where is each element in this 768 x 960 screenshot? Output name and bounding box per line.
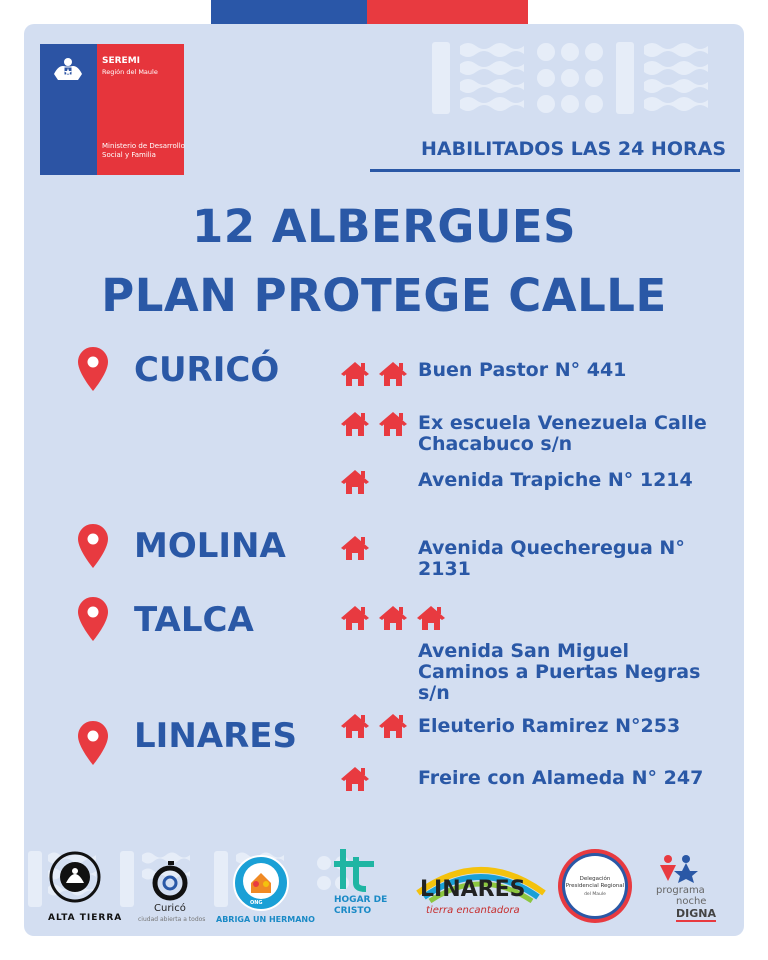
- house-icon: [340, 410, 370, 438]
- house-icon: [416, 604, 446, 632]
- house-icon: [340, 468, 370, 496]
- address-linares-2: Freire con Alameda N° 247: [418, 767, 704, 789]
- flag-red: [367, 0, 528, 24]
- seremi-logo-blue: [40, 44, 97, 175]
- programa-label: programa: [656, 885, 705, 896]
- chile-crest-icon: [48, 54, 88, 84]
- main-title-line-2: PLAN PROTEGE CALLE: [101, 269, 667, 322]
- seremi-title: SEREMI: [102, 56, 141, 66]
- decorative-wave-pattern: [432, 40, 732, 116]
- house-icon: [340, 604, 370, 632]
- location-pin-icon: [78, 347, 108, 391]
- city-molina: MOLINA: [134, 526, 286, 566]
- shelter-count-curico-2: [340, 410, 408, 440]
- hogar-de-cristo-label: HOGAR DE CRISTO: [334, 895, 388, 916]
- flag-blue: [211, 0, 367, 24]
- hours-badge-text: HABILITADOS LAS 24 HORAS: [421, 138, 726, 160]
- location-pin-icon: [78, 524, 108, 568]
- hours-badge: [370, 134, 740, 172]
- address-talca-1: Avenida San Miguel Caminos a Puertas Negras s/n: [418, 640, 701, 704]
- city-curico: CURICÓ: [134, 350, 280, 390]
- curico-label: Curicó: [154, 903, 186, 914]
- address-linares-1: Eleuterio Ramirez N°253: [418, 715, 681, 737]
- house-icon: [340, 765, 370, 793]
- main-title-line-1: 12 ALBERGUES: [191, 200, 577, 253]
- house-icon: [340, 360, 370, 388]
- poster-card: [24, 24, 744, 936]
- abriga-ong-label: ONG: [250, 900, 263, 906]
- house-icon: [378, 410, 408, 438]
- noche-label: noche: [676, 896, 707, 907]
- city-linares: LINARES: [134, 716, 297, 756]
- location-pin-icon: [78, 721, 108, 765]
- alta-tierra-logo: [42, 847, 108, 909]
- curico-tagline: ciudad abierta a todos: [138, 916, 206, 923]
- city-talca: TALCA: [134, 600, 254, 640]
- house-icon: [378, 604, 408, 632]
- location-pin-icon: [78, 597, 108, 641]
- curico-logo: [152, 861, 188, 901]
- abriga-label: ABRIGA UN HERMANO: [216, 915, 315, 924]
- shelter-count-molina-1: [340, 534, 370, 564]
- shelter-count-talca-1: [340, 604, 446, 634]
- seremi-logo-red: [97, 44, 184, 175]
- shelter-count-curico-3: [340, 468, 370, 498]
- house-icon: [340, 712, 370, 740]
- linares-label: LINARES: [420, 877, 526, 902]
- shelter-count-linares-1: [340, 712, 408, 742]
- house-icon: [378, 712, 408, 740]
- house-icon: [378, 360, 408, 388]
- seremi-region: Región del Maule: [102, 68, 158, 76]
- digna-label: DIGNA: [676, 907, 716, 920]
- address-curico-3: Avenida Trapiche N° 1214: [418, 469, 693, 491]
- shelter-count-curico-1: [340, 360, 408, 390]
- delegacion-sub: del Maule: [584, 892, 606, 897]
- alta-tierra-label: ALTA TIERRA: [48, 913, 123, 923]
- address-molina-1: Avenida Quecheregua N° 2131: [418, 537, 685, 580]
- linares-tagline: tierra encantadora: [426, 905, 520, 916]
- noche-digna-logo: [654, 851, 704, 883]
- house-icon: [340, 534, 370, 562]
- hogar-de-cristo-logo: [334, 847, 374, 893]
- partner-logos: [24, 839, 744, 929]
- shelter-count-linares-2: [340, 765, 370, 795]
- address-curico-2: Ex escuela Venezuela Calle Chacabuco s/n: [418, 412, 707, 455]
- seremi-logo: [40, 44, 184, 175]
- ministry-name: Ministerio de Desarrollo Social y Familia: [102, 142, 185, 159]
- address-curico-1: Buen Pastor N° 441: [418, 359, 627, 381]
- flag-stripe: [211, 0, 528, 24]
- delegacion-label: Delegación Presidencial Regional: [565, 876, 625, 889]
